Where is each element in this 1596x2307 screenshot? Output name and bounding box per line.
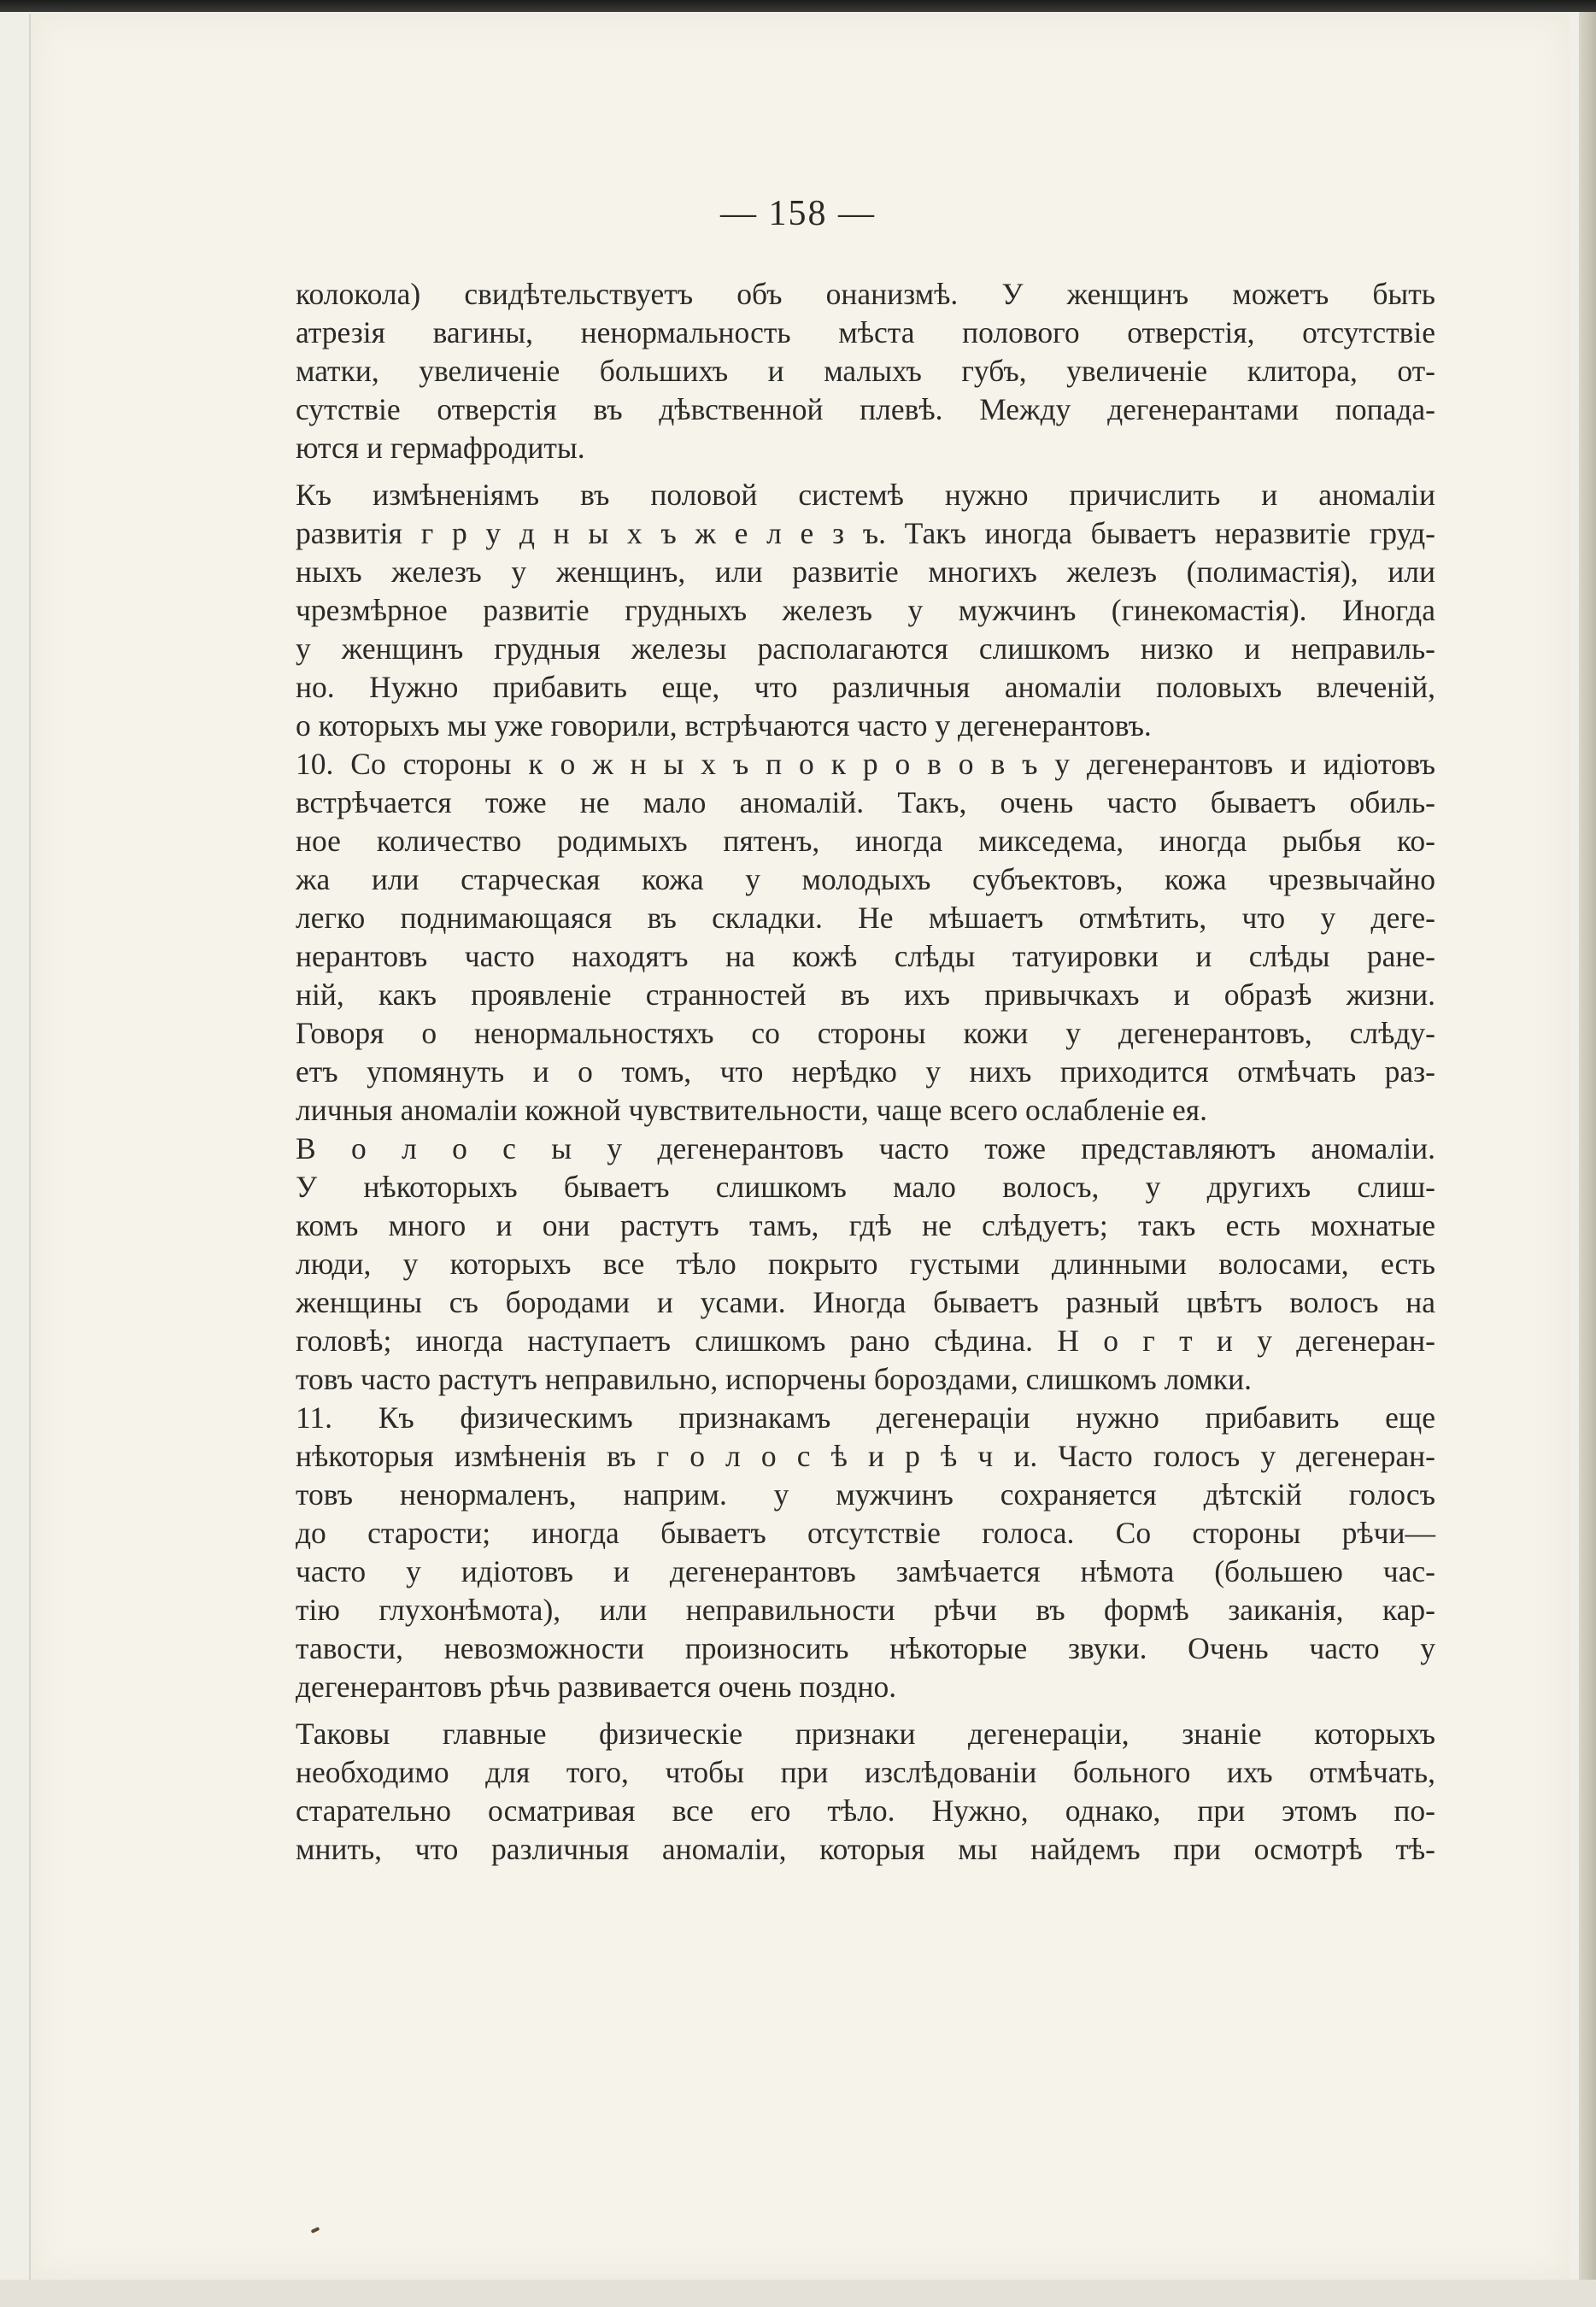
text-line: мнить, что различныя аномаліи, которыя мы найдемъ при осмотрѣ тѣ-: [296, 1832, 1435, 1866]
text-line: ній, какъ проявленіе странностей въ ихъ привычкахъ и образѣ жизни.: [296, 977, 1435, 1012]
text-line: матки, увеличеніе большихъ и малыхъ губъ, увеличеніе клитора, от-: [296, 354, 1435, 388]
text-line: женщины съ бородами и усами. Иногда бываетъ разный цвѣтъ волосъ на: [296, 1285, 1435, 1319]
text-line: ются и гермафродиты.: [296, 431, 585, 465]
text-line: головѣ; иногда наступаетъ слишкомъ рано сѣдина. Н о г т и у дегенеран-: [296, 1324, 1435, 1358]
text-line: сутствіе отверстія въ дѣвственной плевѣ. Между дегенерантами попада-: [296, 392, 1435, 426]
text-line: ное количество родимыхъ пятенъ, иногда микседема, иногда рыбья ко-: [296, 824, 1435, 858]
text-line: ныхъ железъ у женщинъ, или развитіе многихъ железъ (полимастія), или: [296, 555, 1435, 589]
text-line: комъ много и они растутъ тамъ, гдѣ не слѣдуетъ; такъ есть мохнатые: [296, 1208, 1435, 1242]
text-line: Говоря о ненормальностяхъ со стороны кожи у дегенерантовъ, слѣду-: [296, 1016, 1435, 1050]
text-line: часто у идіотовъ и дегенерантовъ замѣчается нѣмота (большею час-: [296, 1554, 1435, 1588]
text-line: старательно осматривая все его тѣло. Нужно, однако, при этомъ по-: [296, 1793, 1435, 1828]
paragraph-gap: [296, 467, 1435, 476]
text-line: необходимо для того, чтобы при изслѣдованіи больного ихъ отмѣчать,: [296, 1755, 1435, 1789]
scan-bottom-strip: [0, 2280, 1596, 2307]
text-line: легко поднимающаяся въ складки. Не мѣшаетъ отмѣтить, что у деге-: [296, 901, 1435, 935]
text-line: 10. Со стороны к о ж н ы х ъ п о к р о в о в ъ у дегенерантовъ и идіотовъ: [296, 747, 1435, 781]
page-number: — 158 —: [720, 194, 876, 233]
text-line: до старости; иногда бываетъ отсутствіе голоса. Со стороны рѣчи—: [296, 1516, 1435, 1550]
paragraph-gap: [296, 1706, 1435, 1715]
text-line: товъ часто растутъ неправильно, испорчены бороздами, слишкомъ ломки.: [296, 1362, 1252, 1396]
text-line: В о л о с ы у дегенерантовъ часто тоже представляютъ аномаліи.: [296, 1131, 1435, 1165]
text-line: етъ упомянуть и о томъ, что нерѣдко у нихъ приходится отмѣчать раз-: [296, 1054, 1435, 1089]
text-line: атрезія вагины, ненормальность мѣста полового отверстія, отсутствіе: [296, 315, 1435, 349]
text-line: нѣкоторыя измѣненія въ г о л о с ѣ и р ѣ ч и. Часто голосъ у дегенеран-: [296, 1439, 1435, 1473]
text-line: У нѣкоторыхъ бываетъ слишкомъ мало волосъ, у другихъ слиш-: [296, 1170, 1435, 1204]
body-text: [296, 275, 1435, 1869]
text-line: люди, у которыхъ все тѣло покрыто густыми длинными волосами, есть: [296, 1247, 1435, 1281]
text-line: колокола) свидѣтельствуетъ объ онанизмѣ. У женщинъ можетъ быть: [296, 277, 1435, 311]
text-line: Таковы главные физическіе признаки дегенераціи, знаніе которыхъ: [296, 1717, 1435, 1751]
text-line: товъ ненормаленъ, наприм. у мужчинъ сохраняется дѣтскій голосъ: [296, 1477, 1435, 1512]
text-line: встрѣчается тоже не мало аномалій. Такъ, очень часто бываетъ обиль-: [296, 785, 1435, 819]
text-line: нерантовъ часто находятъ на кожѣ слѣды татуировки и слѣды ране-: [296, 939, 1435, 973]
text-line: но. Нужно прибавить еще, что различныя аномаліи половыхъ влеченій,: [296, 670, 1435, 704]
text-line: тавости, невозможности произносить нѣкоторые звуки. Очень часто у: [296, 1631, 1435, 1665]
text-line: дегенерантовъ рѣчь развивается очень поздно.: [296, 1670, 897, 1704]
scan-top-edge: [0, 0, 1596, 12]
text-line: у женщинъ грудныя железы располагаются слишкомъ низко и неправиль-: [296, 631, 1435, 666]
scan-right-edge: [1579, 12, 1596, 2307]
text-line: развитія г р у д н ы х ъ ж е л е з ъ. Такъ иногда бываетъ неразвитіе груд-: [296, 516, 1435, 550]
text-line: Къ измѣненіямъ въ половой системѣ нужно причислить и аномаліи: [296, 478, 1435, 512]
text-line: 11. Къ физическимъ признакамъ дегенераціи нужно прибавить еще: [296, 1400, 1435, 1435]
text-line: тію глухонѣмота), или неправильности рѣчи въ формѣ заиканія, кар-: [296, 1593, 1435, 1627]
text-line: личныя аномаліи кожной чувствительности, чаще всего ослабленіе ея.: [296, 1093, 1208, 1127]
text-line: жа или старческая кожа у молодыхъ субъектовъ, кожа чрезвычайно: [296, 862, 1435, 896]
text-line: чрезмѣрное развитіе грудныхъ железъ у мужчинъ (гинекомастія). Иногда: [296, 593, 1435, 627]
text-line: о которыхъ мы уже говорили, встрѣчаются часто у дегенерантовъ.: [296, 708, 1152, 743]
